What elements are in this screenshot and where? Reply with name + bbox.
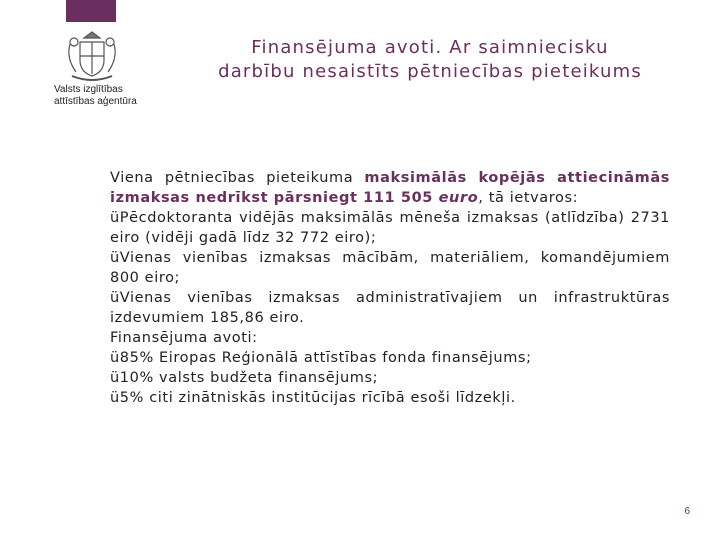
list-item: [110, 288, 670, 328]
logo-line-1: Valsts izglītības: [54, 84, 123, 95]
coat-of-arms-icon: [62, 30, 122, 82]
bullet-text: 5% citi zinātniskās institūcijas rīcībā esoši līdzekļi.: [119, 390, 516, 406]
checkmark-icon: ü: [110, 350, 120, 366]
intro-paragraph: [110, 168, 670, 208]
bullet-text: 85% Eiropas Reģionālā attīstības fonda finansējums;: [119, 350, 532, 366]
checkmark-icon: ü: [110, 290, 120, 306]
agency-logo: [44, 30, 140, 122]
title-line-2: darbību nesaistīts pētniecības pieteikums: [218, 61, 642, 82]
list-item: [110, 368, 670, 388]
accent-block: [66, 0, 116, 22]
left-margin: [0, 0, 32, 540]
intro-highlight: maksimālās kopējās attiecināmās izmaksas nedrīkst pārsniegt 111 505: [110, 170, 670, 206]
list-item: [110, 388, 670, 408]
intro-tail: , tā ietvaros:: [478, 190, 579, 206]
checkmark-icon: ü: [110, 370, 120, 386]
title-line-1: Finansējuma avoti. Ar saimniecisku: [251, 37, 609, 58]
intro-plain: Viena pētniecības pieteikuma: [110, 170, 365, 186]
checkmark-icon: ü: [110, 210, 120, 226]
content-body: [110, 168, 670, 408]
list-item: [110, 208, 670, 248]
sources-heading: Finansējuma avoti:: [110, 330, 258, 346]
logo-text: [44, 84, 150, 108]
bullet-text: 10% valsts budžeta finansējums;: [119, 370, 379, 386]
page-number: 6: [684, 506, 690, 517]
list-item: [110, 248, 670, 288]
bullet-text: Pēcdoktoranta vidējās maksimālās mēneša izmaksas (atlīdzība) 2731 eiro (vidēji gadā līdz 32 772 eiro);: [110, 210, 670, 246]
bullet-text: Vienas vienības izmaksas mācībām, materiāliem, komandējumiem 800 eiro;: [110, 250, 670, 286]
checkmark-icon: ü: [110, 390, 120, 406]
intro-euro: euro: [438, 190, 479, 206]
bullet-text: Vienas vienības izmaksas administratīvajiem un infrastruktūras izdevumiem 185,86 eiro.: [110, 290, 670, 326]
checkmark-icon: ü: [110, 250, 120, 266]
page-title: [150, 36, 710, 84]
list-item: [110, 348, 670, 368]
logo-line-2: attīstības aģentūra: [54, 96, 137, 107]
